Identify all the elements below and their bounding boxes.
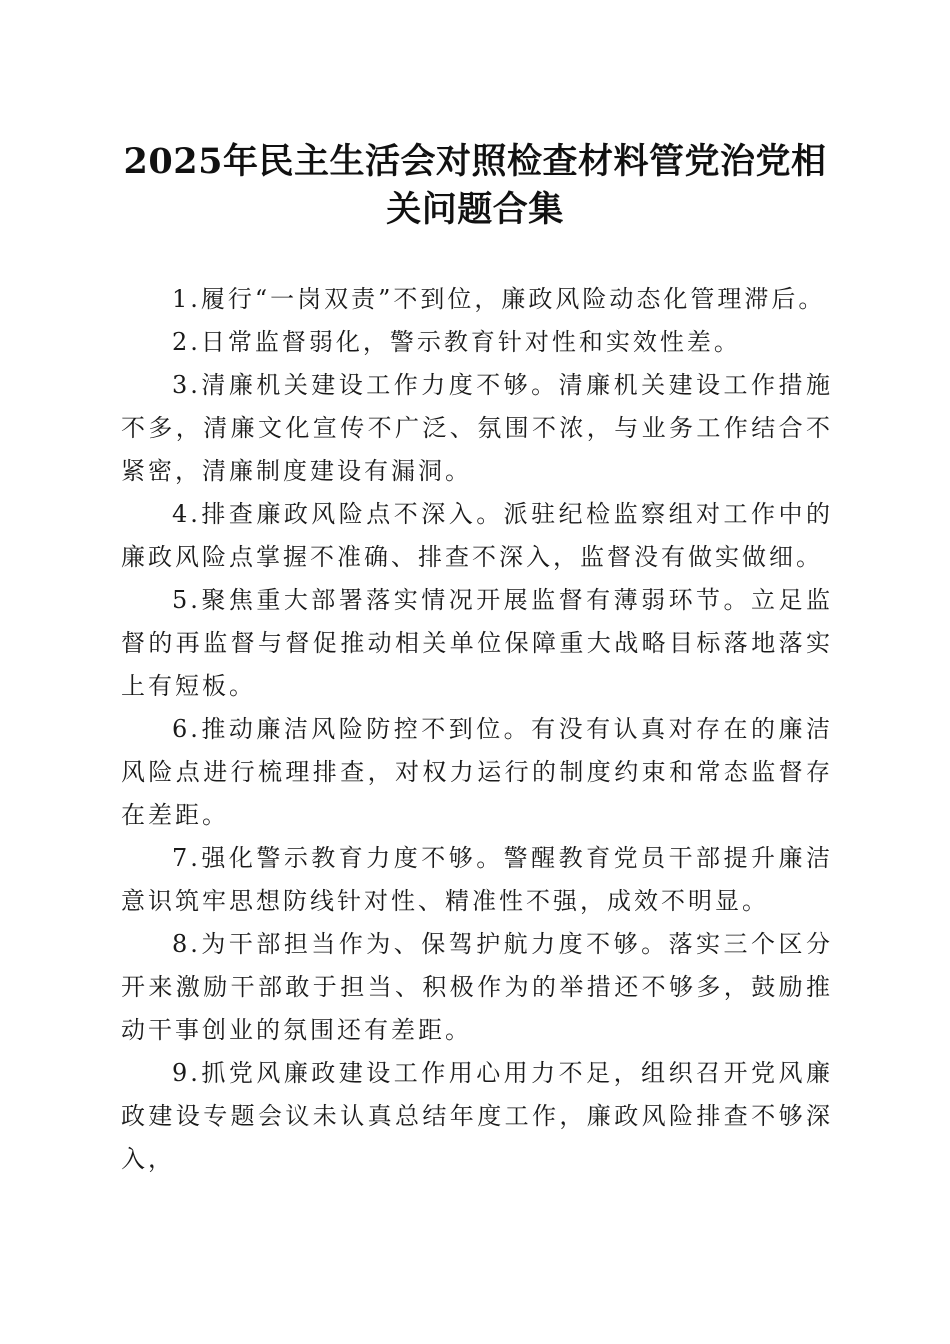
paragraph-8: 8.为干部担当作为、保驾护航力度不够。落实三个区分开来激励干部敢于担当、积极作为的举措还不够多，鼓励推动干事创业的氛围还有差距。	[121, 930, 833, 1044]
paragraph-1: 1.履行“一岗双责”不到位，廉政风险动态化管理滞后。	[172, 285, 826, 313]
paragraph-5: 5.聚焦重大部署落实情况开展监督有薄弱环节。立足监督的再监督与督促推动相关单位保障重大战略目标落地落实上有短板。	[121, 586, 833, 700]
paragraph-7: 7.强化警示教育力度不够。警醒教育党员干部提升廉洁意识筑牢思想防线针对性、精准性不强，成效不明显。	[121, 844, 833, 915]
document-body	[121, 278, 833, 1181]
paragraph-2: 2.日常监督弱化，警示教育针对性和实效性差。	[172, 328, 741, 356]
paragraph-6: 6.推动廉洁风险防控不到位。有没有认真对存在的廉洁风险点进行梳理排查，对权力运行的制度约束和常态监督存在差距。	[121, 715, 833, 829]
paragraph-9: 9.抓党风廉政建设工作用心用力不足，组织召开党风廉政建设专题会议未认真总结年度工作，廉政风险排查不够深入，	[121, 1059, 833, 1173]
paragraph-4: 4.排查廉政风险点不深入。派驻纪检监察组对工作中的廉政风险点掌握不准确、排查不深入，监督没有做实做细。	[121, 500, 833, 571]
document-title: 2025年民主生活会对照检查材料管党治党相关问题合集	[123, 141, 827, 230]
paragraph-3: 3.清廉机关建设工作力度不够。清廉机关建设工作措施不多，清廉文化宣传不广泛、氛围不浓，与业务工作结合不紧密，清廉制度建设有漏洞。	[121, 371, 833, 485]
